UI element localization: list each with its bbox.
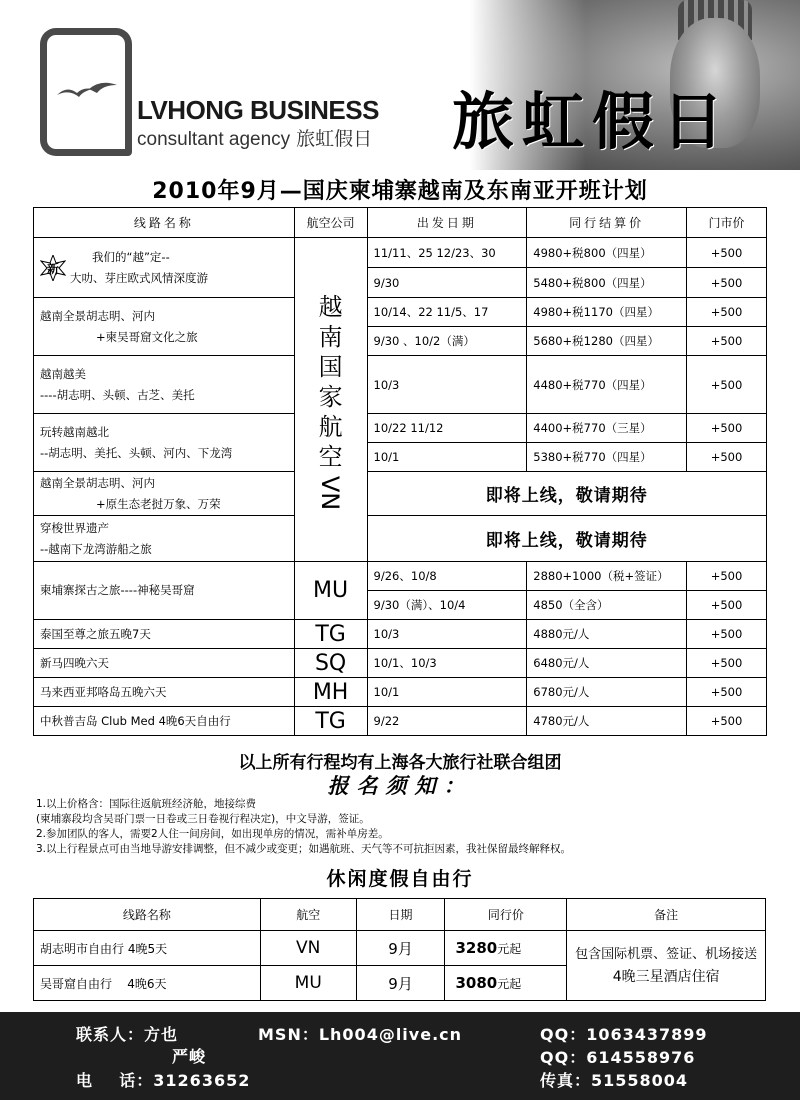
airline-mh-cell: MH — [294, 678, 367, 707]
route-line2: --胡志明、美托、头顿、河内、下龙湾 — [40, 445, 233, 460]
notice-item: 1.以上价格含：国际往返航班经济舱，地接综费 — [36, 798, 257, 810]
price-cell: 4880元/人 — [527, 620, 687, 649]
contact-footer — [0, 1012, 800, 1100]
price-cell: 3080元起 — [445, 966, 567, 1001]
contact-qq-2: QQ：614558976 — [540, 1048, 696, 1067]
birds-icon — [53, 77, 125, 107]
route-cell — [34, 414, 295, 472]
retail-cell: +500 — [687, 356, 767, 414]
contact-person-2: 严峻 — [172, 1047, 207, 1066]
table-row — [34, 414, 767, 443]
route-line1: 玩转越南越北 — [40, 424, 109, 439]
contact-fax: 传真：51558004 — [540, 1071, 689, 1090]
route-cell: 新马四晚六天 — [34, 649, 295, 678]
price-cell: 5680+税1280（四星） — [527, 327, 687, 356]
route-line1: 穿梭世界遗产 — [40, 520, 109, 535]
page-title: 2010年9月—国庆柬埔寨越南及东南亚开班计划 — [152, 179, 648, 204]
retail-cell: +500 — [687, 678, 767, 707]
header-route: 线路名称 — [34, 899, 261, 931]
route-line1: 我们的“越”定-- — [92, 249, 170, 264]
route-line1: 越南全景胡志明、河内 — [40, 475, 155, 490]
calligraphy-title: 旅虹假日 — [452, 85, 733, 158]
table-row — [34, 356, 767, 414]
table-row — [34, 298, 767, 327]
route-line2: +原生态老挝万象、万荣 — [96, 496, 221, 511]
retail-cell: +500 — [687, 298, 767, 327]
date-cell: 9/22 — [367, 707, 527, 736]
brand-name: LVHONG BUSINESS — [137, 95, 379, 125]
coming-soon-cell: 即将上线，敬请期待 — [367, 516, 766, 562]
route-cell — [34, 356, 295, 414]
header-route: 线路名称 — [34, 208, 295, 238]
retail-cell: +500 — [687, 443, 767, 472]
retail-cell: +500 — [687, 327, 767, 356]
route-line1: 越南全景胡志明、河内 — [40, 308, 155, 323]
header-price: 同行价 — [445, 899, 567, 931]
contact-person: 联系人：方也 — [76, 1025, 179, 1044]
route-cell — [34, 516, 295, 562]
month-cell: 9月 — [356, 931, 445, 966]
date-cell: 9/26、10/8 — [367, 562, 527, 591]
brand-logo — [40, 28, 132, 156]
price-cell: 4980+税1170（四星） — [527, 298, 687, 327]
notice-title: 报名须知： — [327, 773, 473, 798]
date-cell: 10/1、10/3 — [367, 649, 527, 678]
joint-group-note: 以上所有行程均有上海各大旅行社联合组团 — [238, 753, 562, 773]
notice-list — [36, 797, 786, 857]
route-line1: 越南越美 — [40, 366, 86, 381]
price-cell: 5380+税770（四星） — [527, 443, 687, 472]
airline-vn-cell: 越 南 国 家 航 空 VN — [294, 238, 367, 562]
price-cell: 5480+税800（四星） — [527, 268, 687, 298]
route-cell — [34, 238, 295, 298]
retail-cell: +500 — [687, 707, 767, 736]
price-cell: 6780元/人 — [527, 678, 687, 707]
retail-cell: +500 — [687, 268, 767, 298]
route-cell: 吴哥窟自由行 4晚6天 — [34, 966, 261, 1001]
price-cell: 6480元/人 — [527, 649, 687, 678]
table-row — [34, 931, 766, 966]
price-cell: 4780元/人 — [527, 707, 687, 736]
route-cell: 柬埔寨探古之旅----神秘吴哥窟 — [34, 562, 295, 620]
coming-soon-cell: 即将上线，敬请期待 — [367, 472, 766, 516]
retail-cell: +500 — [687, 649, 767, 678]
table-row — [34, 649, 767, 678]
retail-cell: +500 — [687, 414, 767, 443]
header-date: 出发日期 — [367, 208, 527, 238]
date-cell: 9/30 、10/2（满） — [367, 327, 527, 356]
table-header-row — [34, 208, 767, 238]
retail-cell: +500 — [687, 591, 767, 620]
header — [0, 0, 800, 170]
header-date: 日期 — [356, 899, 445, 931]
date-cell: 10/3 — [367, 356, 527, 414]
header-remark: 备注 — [567, 899, 766, 931]
free-travel-table — [33, 898, 766, 1001]
price-cell: 3280元起 — [445, 931, 567, 966]
route-cell: 泰国至尊之旅五晚7天 — [34, 620, 295, 649]
contact-qq-1: QQ：1063437899 — [540, 1025, 708, 1044]
route-line2: +柬吴哥窟文化之旅 — [96, 329, 198, 344]
route-cell: 中秋普吉岛 Club Med 4晚6天自由行 — [34, 707, 295, 736]
table-header-row — [34, 899, 766, 931]
airline-cell: VN — [260, 931, 356, 966]
date-cell: 9/30（满）、10/4 — [367, 591, 527, 620]
airline-cell: MU — [260, 966, 356, 1001]
header-airline: 航空 — [260, 899, 356, 931]
notice-item: 2.参加团队的客人，需要2人住一间房间，如出现单房的情况，需补单房差。 — [36, 828, 389, 840]
notice-item: (柬埔寨段均含吴哥门票一日卷或三日卷视行程决定)，中文导游，签证。 — [36, 813, 370, 825]
new-badge-icon: 新 — [40, 255, 66, 281]
table-row — [34, 620, 767, 649]
price-cell: 4850（全含） — [527, 591, 687, 620]
brand-tagline-cn: 旅虹假日 — [296, 129, 373, 150]
airline-sq-cell: SQ — [294, 649, 367, 678]
date-cell: 10/14、22 11/5、17 — [367, 298, 527, 327]
remark-cell: 包含国际机票、签证、机场接送 4晚三星酒店住宿 — [567, 931, 766, 1001]
route-line2: ----胡志明、头顿、古芝、美托 — [40, 387, 195, 402]
airline-tg-cell: TG — [294, 707, 367, 736]
contact-msn: MSN：Lh004@live.cn — [258, 1025, 463, 1044]
date-cell: 9/30 — [367, 268, 527, 298]
brand-tagline — [137, 124, 372, 151]
retail-cell: +500 — [687, 238, 767, 268]
header-price: 同行结算价 — [527, 208, 687, 238]
retail-cell: +500 — [687, 562, 767, 591]
contact-phone: 电 话：31263652 — [76, 1071, 251, 1090]
airline-tg-cell: TG — [294, 620, 367, 649]
month-cell: 9月 — [356, 966, 445, 1001]
table-row — [34, 472, 767, 516]
airline-code-vn: VN — [316, 475, 345, 510]
price-cell: 4980+税800（四星） — [527, 238, 687, 268]
tour-schedule-table — [33, 207, 767, 736]
table-row — [34, 678, 767, 707]
table-row — [34, 707, 767, 736]
route-cell — [34, 472, 295, 516]
leisure-title: 休闲度假自由行 — [326, 868, 474, 890]
date-cell: 10/22 11/12 — [367, 414, 527, 443]
route-line2: --越南下龙湾游船之旅 — [40, 541, 152, 556]
table-row — [34, 516, 767, 562]
price-cell: 4400+税770（三星） — [527, 414, 687, 443]
price-cell: 2880+1000（税+签证） — [527, 562, 687, 591]
retail-cell: +500 — [687, 620, 767, 649]
route-cell: 马来西亚邦咯岛五晚六天 — [34, 678, 295, 707]
route-cell — [34, 298, 295, 356]
date-cell: 10/1 — [367, 443, 527, 472]
notice-item: 3.以上行程景点可由当地导游安排调整，但不减少或变更；如遇航班、天气等不可抗拒因素，我社保留最终解释权。 — [36, 843, 572, 855]
airline-mu-cell: MU — [294, 562, 367, 620]
header-retail: 门市价 — [687, 208, 767, 238]
route-cell: 胡志明市自由行 4晚5天 — [34, 931, 261, 966]
date-cell: 11/11、25 12/23、30 — [367, 238, 527, 268]
header-airline: 航空公司 — [294, 208, 367, 238]
date-cell: 10/3 — [367, 620, 527, 649]
price-cell: 4480+税770（四星） — [527, 356, 687, 414]
date-cell: 10/1 — [367, 678, 527, 707]
table-row — [34, 238, 767, 268]
route-line2: 大叻、芽庄欧式风情深度游 — [70, 270, 208, 285]
brand-tagline-en: consultant agency — [137, 129, 291, 150]
table-row — [34, 562, 767, 591]
